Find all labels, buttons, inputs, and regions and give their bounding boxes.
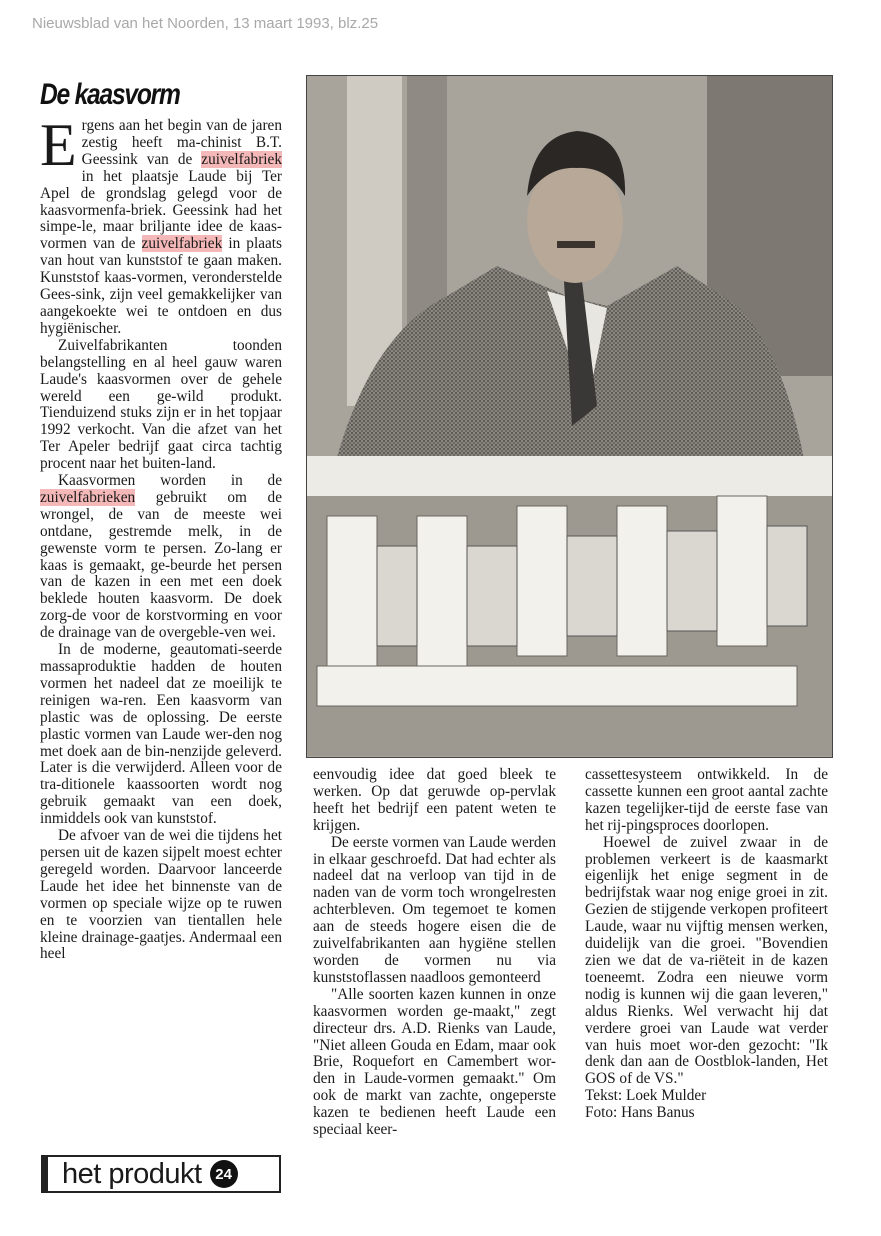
paragraph: De afvoer van de wei die tijdens het persen uit de kazen sijpelt moest echter geregeld worden. Daarvoor lanceerde Laude het idee het binnenste van de vormen op speciale wijze op te ruwen en te voorzien van tientallen hele kleine drainage-gaatjes. Andermaal een heel: [40, 827, 282, 963]
highlighted-term: zuivelfabrieken: [40, 488, 136, 506]
paragraph: In de moderne, geautomati-seerde massaproduktie hadden de houten vormen het nadeel dat ze moeilijk te reinigen wa-ren. Een kaasvorm van plastic was de oplossing. De eerste plastic vormen van Laude wer-den nog met doek aan de bin-nenzijde geleverd. Later is die verwijderd. Alleen voor de tra-ditionele kaassoorten wordt nog gebruik gemaakt van een doek, inmiddels ook van kunststof.: [40, 641, 282, 828]
paragraph: Hoewel de zuivel zwaar in de problemen verkeert is de kaasmarkt eigenlijk het enige segment in de bedrijfstak waar nog enige groei in zit. Gezien de stijgende verkopen profiteert Laude, waar nu vijftig mensen werken, duidelijk van die groei. "Bovendien zien we dat de va-riëteit in de kazen toeneemt. Zodra een nieuwe vorm nodig is kunnen wij die gaan leveren," aldus Rienks. Wel verwacht hij dat verdere groei van Laude wat verder van huis moet wor-den gezocht: "Ik denk dan aan de Oostblok-landen, Het GOS of de VS.": [585, 833, 828, 1088]
highlighted-term: zuivelfabriek: [201, 150, 282, 168]
paragraph: Ergens aan het begin van de jaren zestig heeft ma-chinist B.T. Geessink van de zuivelfabriek in het plaatsje Laude bij Ter Apel de grondslag gelegd voor de kaasvormenfa-briek. Geessink had het simpe-le, maar briljante idee de kaas-vormen van de zuivelfabriek in plaats van hout van kunststof te gaan maken. Kunststof kaas-vormen, veronderstelde Gees-sink, zijn veel gemakkelijker van aangekoekte wei te ontdoen en dus hygiënischer.: [40, 112, 282, 337]
section-badge-label: het produkt: [62, 1157, 202, 1190]
credit-text: Tekst: Loek Mulder: [585, 1087, 707, 1105]
article-column-2: [313, 767, 556, 1139]
article-photo: [306, 75, 833, 758]
article-column-3: [585, 767, 828, 1122]
paragraph: De eerste vormen van Laude werden in elkaar geschroefd. Dat had echter als nadeel dat na verloop van tijd in de naden van de vorm toch wrongelresten achterbleven. Om tegemoet te komen aan de steeds hogere eisen die de zuivelfabrikanten aan hygiëne stellen worden de vormen nu via kunststoflassen naadloos gemonteerd: [313, 833, 556, 986]
credit-photo: Foto: Hans Banus: [585, 1104, 695, 1122]
headline: De kaasvorm: [40, 78, 180, 111]
paragraph: Kaasvormen worden in de zuivelfabrieken gebruikt om de wrongel, de van de meeste wei ontdane, gestremde melk, in de gewenste vorm te persen. Zo-lang er kaas is gemaakt, ge-beurde het persen van de kazen in een met een doek beklede houten kaasvorm. De doek zorg-de voor de korstvorming en voor de drainage van de overgeble-ven wei.: [40, 472, 282, 642]
source-line: Nieuwsblad van het Noorden, 13 maart 1993, blz.25: [32, 15, 379, 32]
section-badge: [41, 1155, 281, 1193]
paragraph: Zuivelfabrikanten toonden belangstelling en al heel gauw waren Laude's kaasvormen over de gehele wereld een ge-wild produkt. Tienduizend stuks zijn er in het topjaar 1992 verkocht. Van die afzet van het Ter Apeler bedrijf gaat circa tachtig procent naar het buiten-land.: [40, 336, 282, 473]
paragraph: eenvoudig idee dat goed bleek te werken. Op dat geruwde op-pervlak heeft het bedrijf een patent weten te krijgen.: [313, 766, 556, 834]
article-column-1: [40, 112, 282, 963]
highlighted-term: zuivelfabriek: [141, 235, 223, 253]
page-number-badge: 24: [210, 1160, 238, 1188]
paragraph: "Alle soorten kazen kunnen in onze kaasvormen worden ge-maakt," zegt directeur drs. A.D. Rienks van Laude, "Niet alleen Gouda en Edam, maar ook Brie, Roquefort en Camembert wor-den in Laude-vormen gemaakt." Om ook de markt van zachte, ongeperste kazen te bedienen heeft Laude een speciaal keer-: [313, 985, 556, 1139]
dropcap: E: [40, 112, 77, 178]
paragraph: cassettesysteem ontwikkeld. In de cassette kunnen een groot aantal zachte kazen tegelijker-tijd de eerste fase van het rij-pingsproces doorlopen.: [585, 766, 828, 834]
